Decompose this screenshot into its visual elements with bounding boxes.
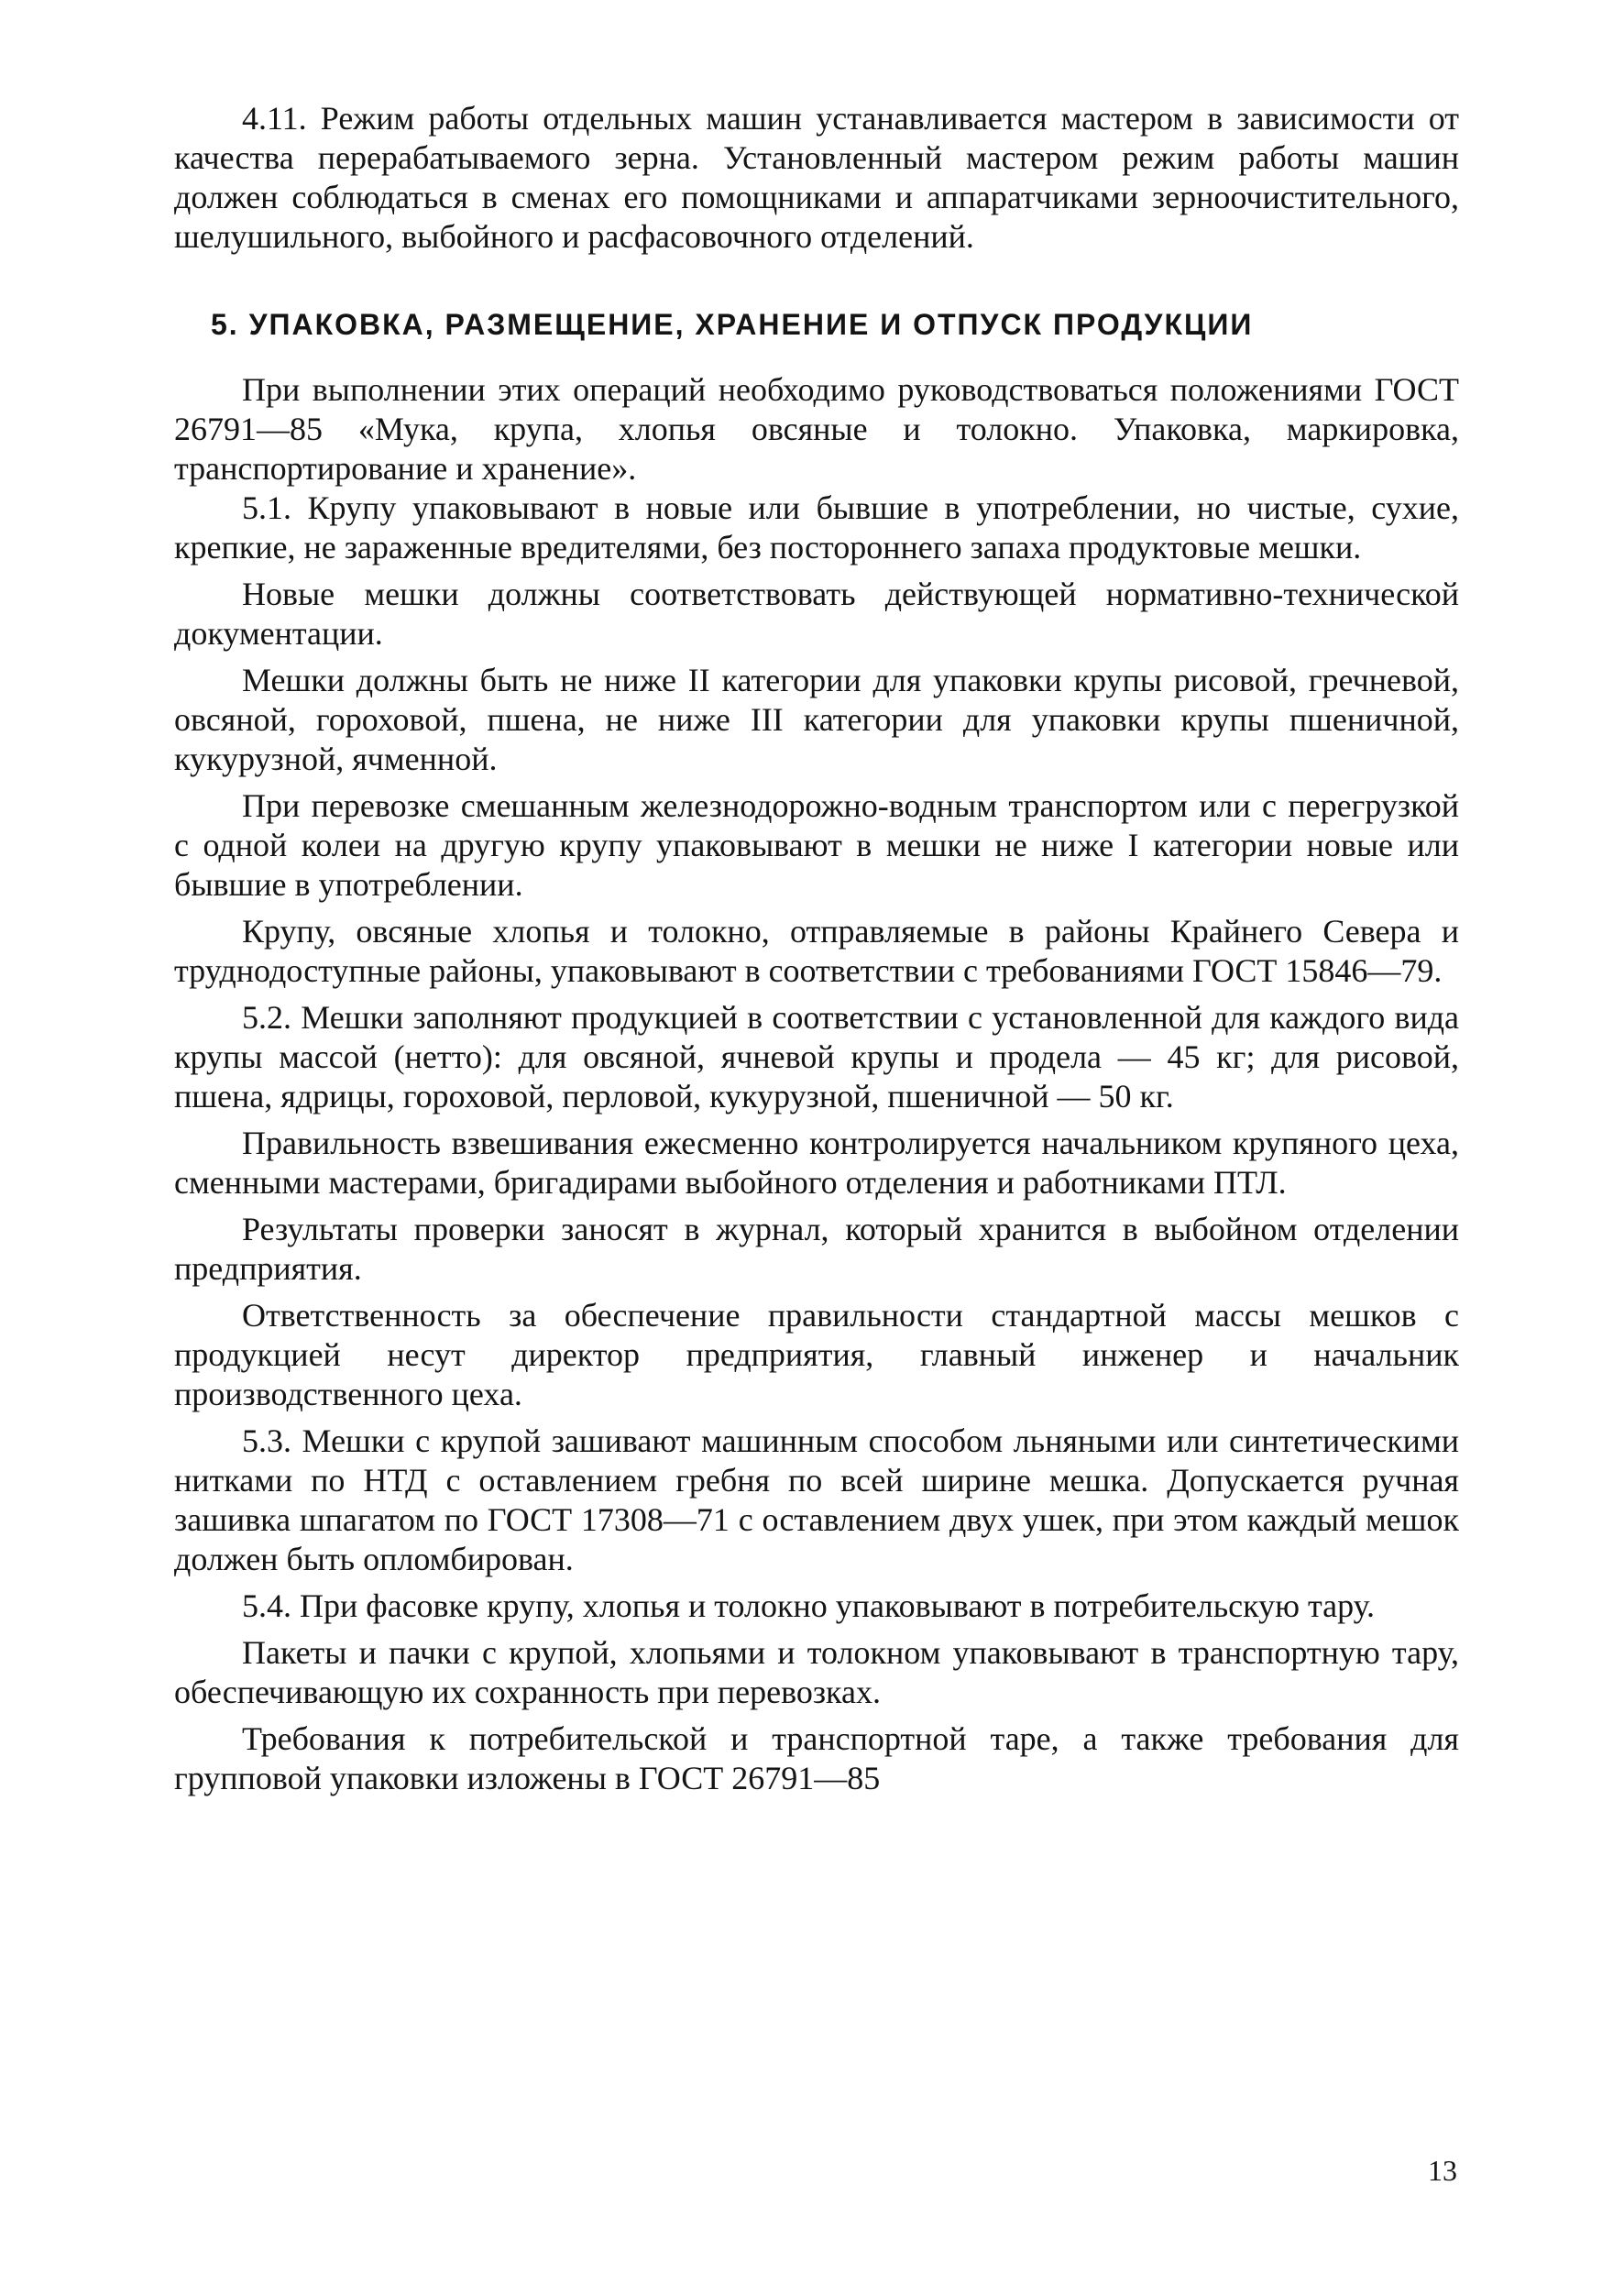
- paragraph: Правильность взвешивания ежесменно контролируется начальником крупяного цеха, сменными мастерами, бригадирами выбойного отделения и работниками ПТЛ.: [174, 1125, 1459, 1201]
- section-heading: 5. УПАКОВКА, РАЗМЕЩЕНИЕ, ХРАНЕНИЕ И ОТПУСК ПРОДУКЦИИ: [211, 308, 1254, 341]
- paragraph: Мешки должны быть не ниже II категории для упаковки крупы рисовой, гречневой, овсяной, гороховой, пшена, не ниже III категории для упаковки крупы пшеничной, кукурузной, ячменной.: [174, 662, 1459, 777]
- paragraph: Крупу, овсяные хлопья и толокно, отправляемые в районы Крайнего Севера и труднодоступные районы, упаковывают в соответствии с требованиями ГОСТ 15846—79.: [174, 913, 1459, 989]
- paragraph: Ответственность за обеспечение правильности стандартной массы мешков с продукцией несут директор предприятия, главный инженер и начальник производственного цеха.: [174, 1297, 1459, 1412]
- paragraph: 5.1. Крупу упаковывают в новые или бывшие в употреблении, но чистые, сухие, крепкие, не зараженные вредителями, без постороннего запаха продуктовые мешки.: [174, 489, 1459, 566]
- paragraph: При перевозке смешанным железнодорожно-водным транспортом или с перегрузкой с одной колеи на другую крупу упаковывают в мешки не ниже I категории новые или бывшие в употреблении.: [174, 787, 1459, 903]
- paragraph: Результаты проверки заносят в журнал, который хранится в выбойном отделении предприятия.: [174, 1211, 1459, 1287]
- paragraph: Новые мешки должны соответствовать действующей нормативно-технической документации.: [174, 576, 1459, 652]
- paragraph: При выполнении этих операций необходимо руководствоваться положениями ГОСТ 26791—85 «Мука, крупа, хлопья овсяные и толокно. Упаковка, маркировка, транспортирование и хранение».: [174, 371, 1459, 487]
- paragraph-4-11: 4.11. Режим работы отдельных машин устанавливается мастером в зависимости от качества перерабатываемого зерна. Установленный мастером режим работы машин должен соблюдаться в сменах его помощниками и аппаратчиками зерноочистительного, шелушильного, выбойного и расфасовочного отделений.: [174, 100, 1459, 255]
- text-block: [174, 99, 1459, 1798]
- paragraph: 5.4. При фасовке крупу, хлопья и толокно упаковывают в потребительскую тару.: [242, 1587, 1376, 1624]
- paragraph: Пакеты и пачки с крупой, хлопьями и толокном упаковывают в транспортную тару, обеспечивающую их сохранность при перевозках.: [174, 1634, 1459, 1710]
- paragraph: 5.3. Мешки с крупой зашивают машинным способом льняными или синтетическими нитками по НТД с оставлением гребня по всей ширине мешка. Допускается ручная зашивка шпагатом по ГОСТ 17308—71 с оставлением двух ушек, при этом каждый мешок должен быть опломбирован.: [174, 1422, 1459, 1577]
- paragraph: 5.2. Мешки заполняют продукцией в соответствии с установленной для каждого вида крупы массой (нетто): для овсяной, ячневой крупы и продела — 45 кг; для рисовой, пшена, ядрицы, гороховой, перловой, кукурузной, пшеничной — 50 кг.: [174, 999, 1459, 1115]
- paragraph: Требования к потребительской и транспортной таре, а также требования для групповой упаковки изложены в ГОСТ 26791—85: [174, 1720, 1459, 1796]
- page-number: 13: [1428, 2154, 1457, 2187]
